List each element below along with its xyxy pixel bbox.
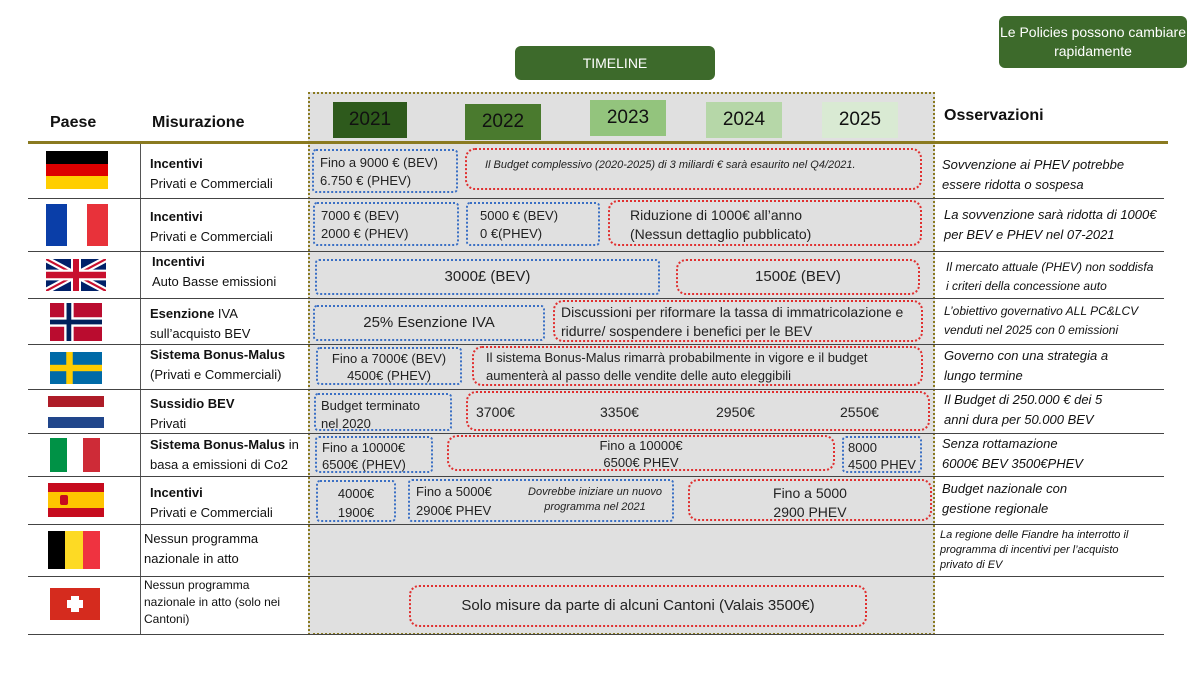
row-separator xyxy=(28,298,1164,299)
timeline-label xyxy=(515,46,715,80)
switzerland-flag-icon xyxy=(50,588,100,620)
sweden-bonus-box: Il sistema Bonus-Malus rimarrà probabilmente in vigore e il budget aumenterà al passo delle vendite delle auto eleggibili xyxy=(472,346,923,386)
uk-flag-icon xyxy=(46,259,106,291)
spain-2023-box: Fino a 5000 2900 PHEV xyxy=(688,479,932,521)
spain-2021-box: 4000€ 1900€ xyxy=(316,480,396,522)
obs-germany: Sovvenzione ai PHEV potrebbe essere ridotta o sospesa xyxy=(942,157,1125,192)
spain-new-program-note: Dovrebbe iniziare un nuovo programma nel 2021 xyxy=(528,486,662,513)
france-2022-box: 5000 € (BEV) 0 €(PHEV) xyxy=(466,202,600,246)
uk-1500-box: 1500£ (BEV) xyxy=(676,259,920,295)
measure-norway: Esenzione IVA sull’acquisto BEV xyxy=(150,306,251,341)
measure-belgium: Nessun programma nazionale in atto xyxy=(144,531,259,566)
obs-uk: Il mercato attuale (PHEV) non soddisfa i criteri della concessione auto xyxy=(946,260,1154,293)
italy-2021-box: Fino a 10000€ 6500€ (PHEV) xyxy=(315,436,433,473)
policy-note-text: Le Policies possono cambiare rapidamente xyxy=(1000,24,1186,59)
uk-3000-box: 3000£ (BEV) xyxy=(315,259,660,295)
policy-note-badge xyxy=(999,16,1187,68)
year-2023: 2023 xyxy=(590,100,666,136)
italy-flag-icon xyxy=(50,438,100,472)
measure-sweden: Sistema Bonus-Malus (Privati e Commerciali) xyxy=(150,347,286,382)
measure-uk: Incentivi Auto Basse emissioni xyxy=(152,254,277,289)
nl-2023-value: 3350€ xyxy=(600,404,639,420)
measure-italy: Sistema Bonus-Malus in basa a emissioni di Co2 xyxy=(150,437,299,472)
nl-2025-value: 2550€ xyxy=(840,404,879,420)
france-2021-box: 7000 € (BEV) 2000 € (PHEV) xyxy=(313,202,459,246)
measure-switzerland: Nessun programma nazionale in atto (solo nei Cantoni) xyxy=(144,578,281,626)
netherlands-subsidy-box xyxy=(466,391,930,431)
measure-spain: Incentivi Privati e Commerciali xyxy=(150,485,273,520)
germany-budget-box: Il Budget complessivo (2020-2025) di 3 miliardi € sarà esaurito nel Q4/2021. xyxy=(465,148,922,190)
norway-flag-icon xyxy=(50,303,102,341)
obs-belgium: La regione delle Fiandre ha interrotto il programma di incentivi per l’acquisto privato di EV xyxy=(940,529,1129,571)
row-separator xyxy=(28,198,1164,199)
norway-vat-box: 25% Esenzione IVA xyxy=(313,305,545,341)
obs-france: La sovvenzione sarà ridotta di 1000€ per BEV e PHEV nel 07-2021 xyxy=(944,207,1157,242)
measure-germany: Incentivi Privati e Commerciali xyxy=(150,156,273,191)
nl-2022-value: 3700€ xyxy=(476,404,515,420)
germany-2021-incentive-box: Fino a 9000 € (BEV) 6.750 € (PHEV) xyxy=(312,149,458,193)
france-flag-icon xyxy=(46,204,108,246)
italy-2025-box: 8000 4500 PHEV xyxy=(842,436,922,473)
obs-netherlands: Il Budget di 250.000 € dei 5 anni dura per 50.000 BEV xyxy=(944,392,1103,427)
year-2025: 2025 xyxy=(822,102,898,138)
header-measure: Misurazione xyxy=(152,114,245,131)
italy-bonus-box: Fino a 10000€ 6500€ PHEV xyxy=(447,435,835,471)
netherlands-flag-icon xyxy=(48,396,104,428)
norway-reform-box: Discussioni per riformare la tassa di immatricolazione e ridurre/ sospendere i benefici per le BEV xyxy=(553,300,923,342)
year-2022: 2022 xyxy=(465,104,541,140)
measure-netherlands: Sussidio BEV Privati xyxy=(150,396,235,431)
obs-spain: Budget nazionale con gestione regionale xyxy=(942,481,1068,516)
spain-2022-box xyxy=(408,479,674,522)
sweden-2021-box: Fino a 7000€ (BEV) 4500€ (PHEV) xyxy=(316,347,462,385)
measure-france: Incentivi Privati e Commerciali xyxy=(150,209,273,244)
header-observations: Osservazioni xyxy=(944,107,1044,124)
row-separator xyxy=(28,634,1164,635)
nl-2024-value: 2950€ xyxy=(716,404,755,420)
obs-sweden: Governo con una strategia a lungo termine xyxy=(944,348,1109,383)
obs-italy: Senza rottamazione 6000€ BEV 3500€PHEV xyxy=(942,436,1083,471)
obs-norway: L’obiettivo governativo ALL PC&LCV venduti nel 2025 con 0 emissioni xyxy=(944,304,1139,337)
spain-flag-icon xyxy=(48,483,104,517)
spain-2022-amount: Fino a 5000€ 2900€ PHEV xyxy=(416,484,492,518)
netherlands-2021-box: Budget terminato nel 2020 xyxy=(314,393,452,431)
sweden-flag-icon xyxy=(50,352,102,384)
switzerland-cantons-box: Solo misure da parte di alcuni Cantoni (Valais 3500€) xyxy=(409,585,867,627)
belgium-flag-icon xyxy=(48,531,100,569)
header-country: Paese xyxy=(50,114,97,131)
row-separator xyxy=(28,476,1164,477)
year-2021: 2021 xyxy=(333,102,407,138)
row-separator xyxy=(28,524,1164,525)
france-reduction-box: Riduzione di 1000€ all’anno (Nessun dettaglio pubblicato) xyxy=(608,200,922,246)
germany-flag-icon xyxy=(46,151,108,189)
header-separator xyxy=(28,141,1168,144)
timeline-label-text: TIMELINE xyxy=(582,55,648,71)
year-2024: 2024 xyxy=(706,102,782,138)
